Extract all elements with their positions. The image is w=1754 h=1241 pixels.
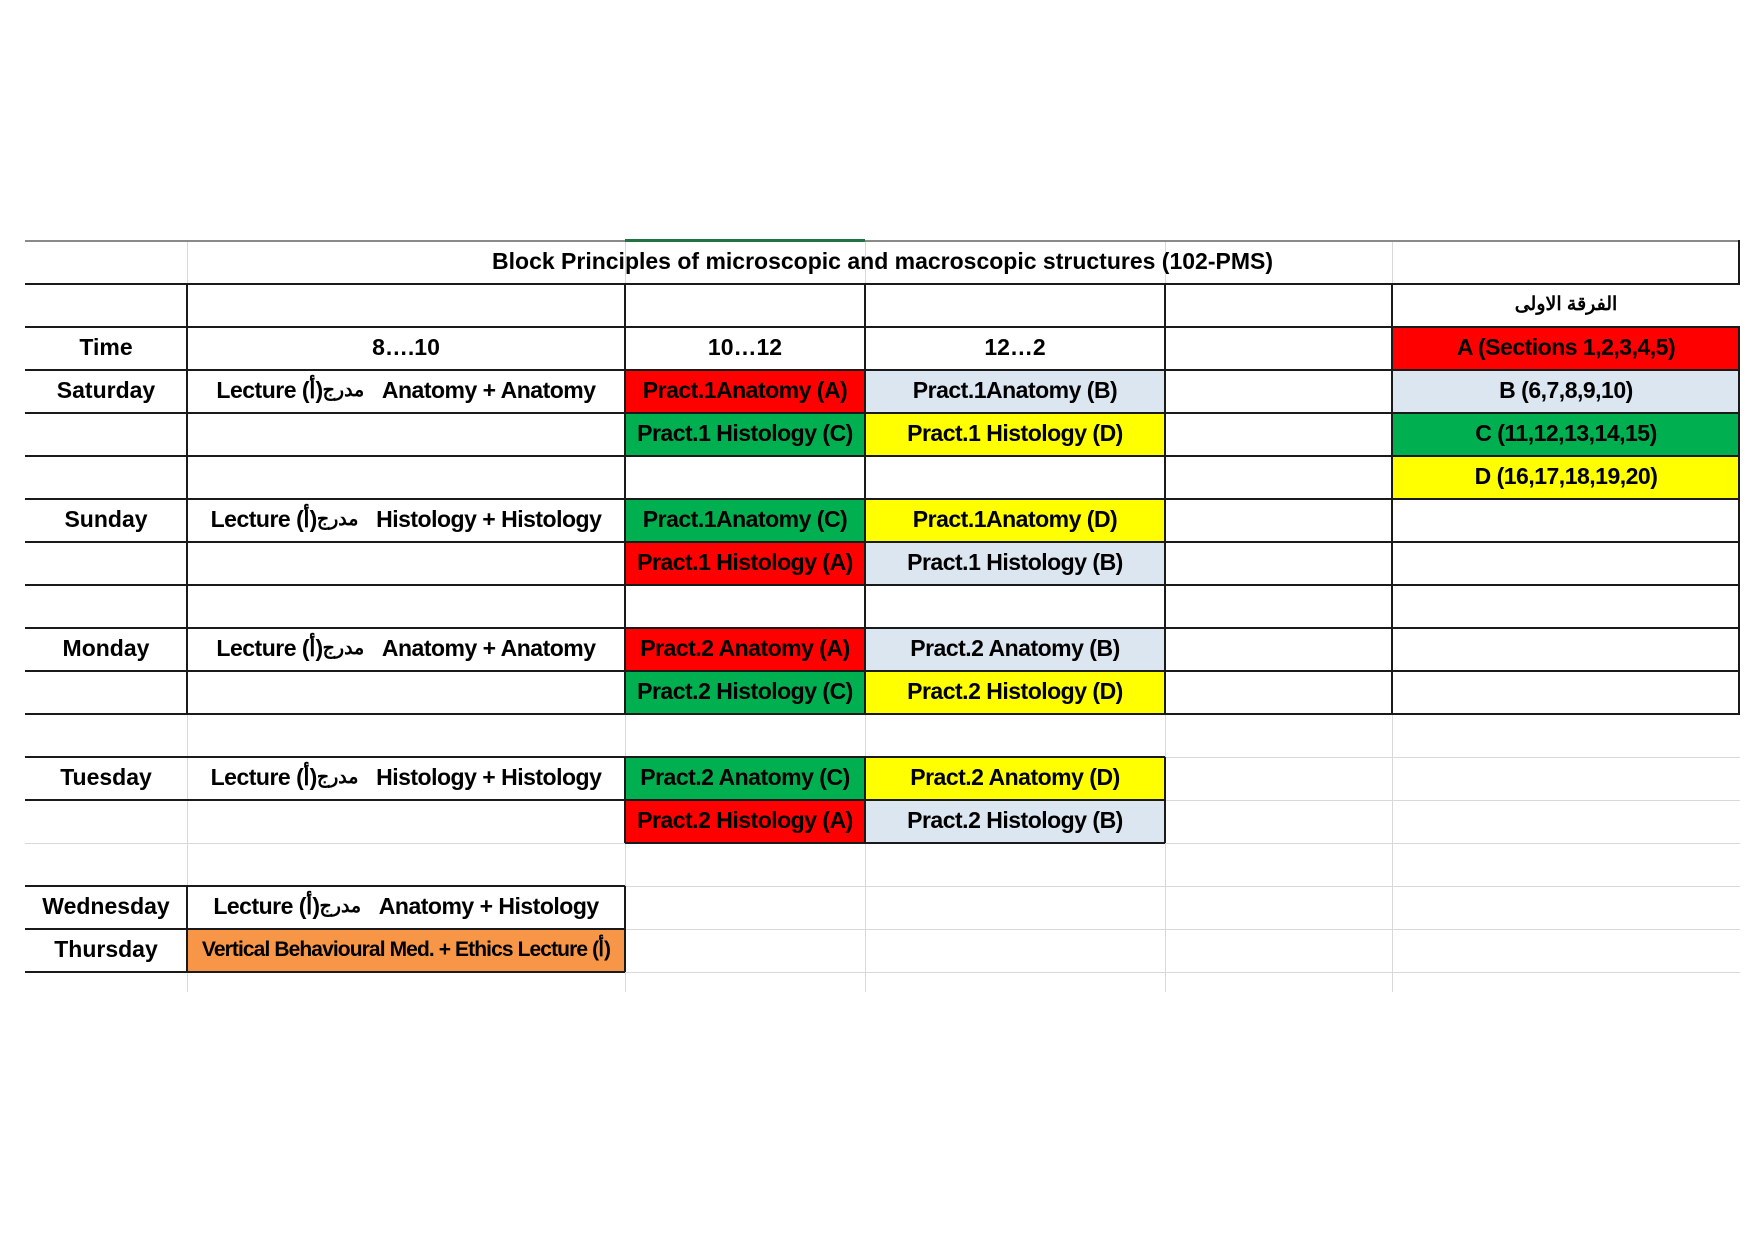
lecture-alef: أ bbox=[309, 377, 316, 403]
practical-sat-slot2-row1: Pract.1Anatomy (A) bbox=[642, 377, 848, 403]
day-monday: Monday bbox=[62, 635, 150, 661]
slot-header-3: 12…2 bbox=[984, 334, 1046, 360]
lecture-close: ) bbox=[309, 764, 317, 790]
practical-sun-slot2-row2: Pract.1 Histology (A) bbox=[637, 549, 853, 575]
lecture-subjects: Histology + Histology bbox=[376, 764, 602, 790]
practical-sun-slot3-row2: Pract.1 Histology (B) bbox=[907, 549, 1123, 575]
lecture-thursday: Vertical Behavioural Med. + Ethics Lecture (أ) bbox=[201, 938, 611, 961]
lecture-alef: أ bbox=[303, 506, 310, 532]
practical-sun-slot3-row1: Pract.1Anatomy (D) bbox=[912, 506, 1118, 532]
lecture-close: ) bbox=[315, 377, 323, 403]
lecture-tuesday bbox=[187, 756, 625, 799]
practical-mon-slot3-row1: Pract.2 Anatomy (B) bbox=[910, 635, 1120, 661]
lecture-hall: مدرج bbox=[316, 767, 359, 788]
legend-group-c: C (11,12,13,14,15) bbox=[1475, 420, 1657, 446]
day-wednesday: Wednesday bbox=[42, 893, 170, 919]
lecture-alef: أ bbox=[305, 893, 313, 919]
lecture-close: ) bbox=[312, 893, 320, 919]
lecture-prefix: Lecture ( bbox=[216, 377, 310, 403]
lecture-close: ) bbox=[315, 635, 323, 661]
lecture-prefix: Lecture ( bbox=[213, 893, 306, 919]
lecture-hall: مدرج bbox=[322, 638, 365, 659]
practical-tue-slot2-row2: Pract.2 Histology (A) bbox=[637, 807, 853, 833]
lecture-subjects: Anatomy + Anatomy bbox=[381, 635, 596, 661]
practical-mon-slot2-row2: Pract.2 Histology (C) bbox=[637, 678, 853, 704]
lecture-alef: أ bbox=[303, 764, 310, 790]
lecture-alef: أ bbox=[309, 635, 316, 661]
lecture-wednesday bbox=[187, 885, 625, 928]
practical-sat-slot3-row1: Pract.1Anatomy (B) bbox=[912, 377, 1118, 403]
legend-group-b: B (6,7,8,9,10) bbox=[1499, 377, 1633, 403]
practical-tue-slot3-row2: Pract.2 Histology (B) bbox=[907, 807, 1123, 833]
lecture-hall: مدرج bbox=[319, 896, 362, 917]
lecture-subjects: Anatomy + Histology bbox=[378, 893, 599, 919]
practical-tue-slot2-row1: Pract.2 Anatomy (C) bbox=[640, 764, 850, 790]
slot-header-1: 8….10 bbox=[372, 334, 440, 360]
lecture-prefix: Lecture ( bbox=[216, 635, 310, 661]
time-label: Time bbox=[79, 334, 133, 360]
lecture-close: ) bbox=[309, 506, 317, 532]
practical-sat-slot3-row2: Pract.1 Histology (D) bbox=[907, 420, 1123, 446]
day-tuesday: Tuesday bbox=[60, 764, 152, 790]
lecture-subjects: Anatomy + Anatomy bbox=[381, 377, 596, 403]
lecture-hall: مدرج bbox=[316, 509, 359, 530]
lecture-prefix: Lecture ( bbox=[210, 506, 304, 532]
practical-sun-slot2-row1: Pract.1Anatomy (C) bbox=[642, 506, 848, 532]
year-header: الفرقة الاولى bbox=[1514, 294, 1618, 315]
lecture-hall: مدرج bbox=[322, 380, 365, 401]
lecture-subjects: Histology + Histology bbox=[376, 506, 602, 532]
day-thursday: Thursday bbox=[54, 936, 158, 962]
page-title: Block Principles of microscopic and macroscopic structures (102-PMS) bbox=[492, 248, 1273, 274]
lecture-prefix: Lecture ( bbox=[210, 764, 304, 790]
legend-group-d: D (16,17,18,19,20) bbox=[1474, 463, 1658, 489]
legend-group-a: A (Sections 1,2,3,4,5) bbox=[1456, 334, 1676, 360]
lecture-saturday bbox=[187, 369, 625, 412]
practical-mon-slot3-row2: Pract.2 Histology (D) bbox=[907, 678, 1123, 704]
lecture-monday bbox=[187, 627, 625, 670]
schedule-sheet bbox=[25, 240, 1740, 992]
practical-mon-slot2-row1: Pract.2 Anatomy (A) bbox=[640, 635, 850, 661]
lecture-sunday bbox=[187, 498, 625, 541]
day-saturday: Saturday bbox=[56, 377, 156, 403]
slot-header-2: 10…12 bbox=[707, 334, 783, 360]
practical-sat-slot2-row2: Pract.1 Histology (C) bbox=[637, 420, 853, 446]
day-sunday: Sunday bbox=[64, 506, 148, 532]
practical-tue-slot3-row1: Pract.2 Anatomy (D) bbox=[910, 764, 1120, 790]
